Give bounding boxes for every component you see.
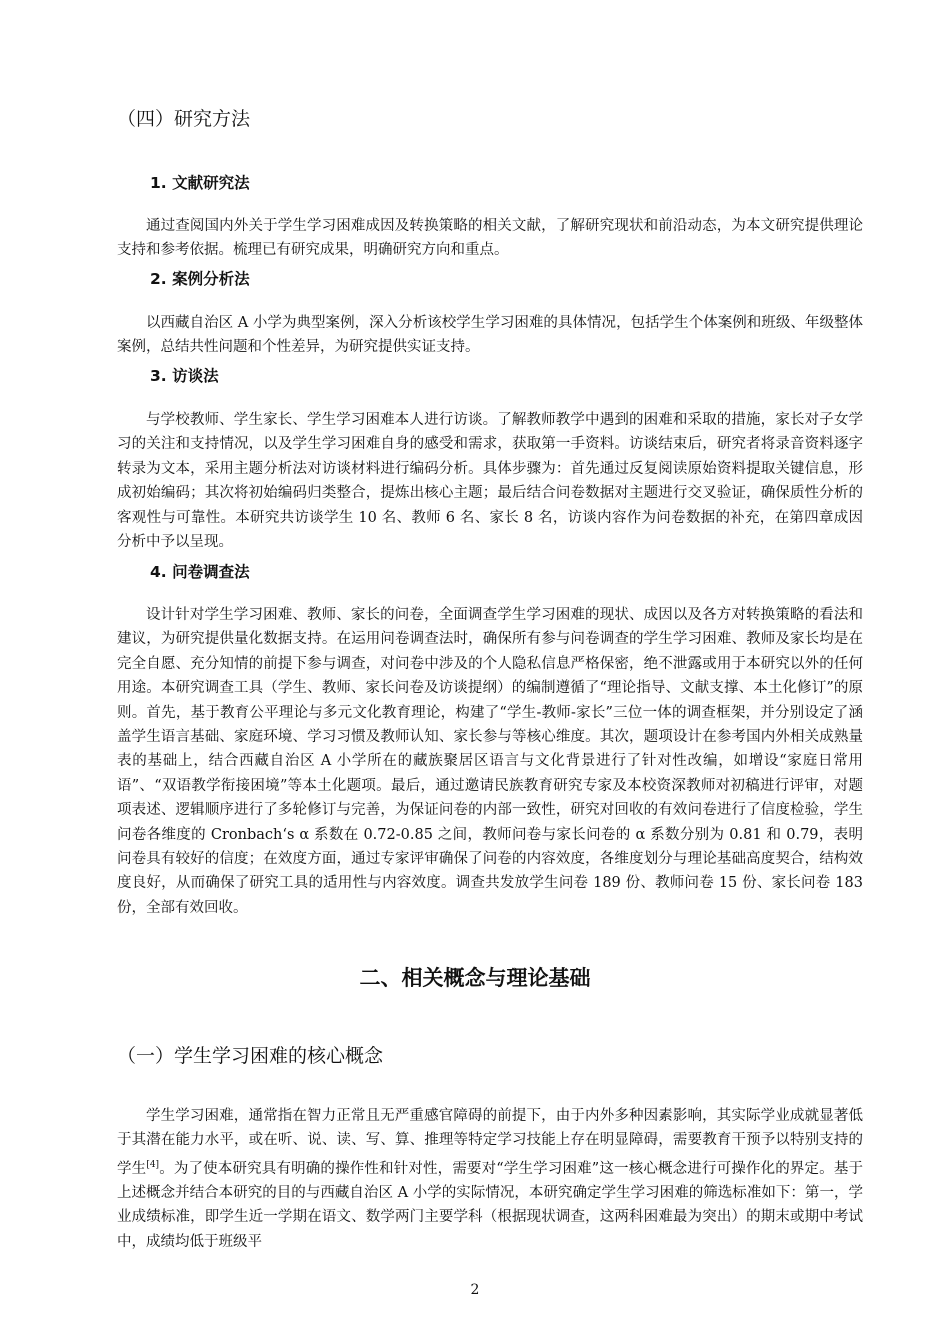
page-number: 2: [470, 1282, 480, 1298]
chapter-2-title: 二、相关概念与理论基础: [359, 966, 591, 990]
method-4-heading: 4. 问卷调查法: [150, 563, 250, 581]
paragraph-text-a: 学生学习困难，通常指在智力正常且无严重感官障碍的前提下，由于内外多种因素影响，其实际学业成就显著低于其潜在能力水平，或在听、说、读、写、算、推理等特定学习技能上存在明显障碍，需要教育干预予以特别支持的学生: [117, 1108, 863, 1177]
method-2-paragraph: 以西藏自治区 A 小学为典型案例，深入分析该校学生学习困难的具体情况，包括学生个体案例和班级、年级整体案例，总结共性问题和个性差异，为研究提供实证支持。: [117, 315, 863, 356]
method-3-paragraph: 与学校教师、学生家长、学生学习困难本人进行访谈。了解教师教学中遇到的困难和采取的措施，家长对子女学习的关注和支持情况，以及学生学习困难自身的感受和需求，获取第一手资料。访谈结束后，研究者将录音资料逐字转录为文本，采用主题分析法对访谈材料进行编码分析。具体步骤为：首先通过反复阅读原始资料提取关键信息，形成初始编码；其次将初始编码归类整合，提炼出核心主题；最后结合问卷数据对主题进行交叉验证，确保质性分析的客观性与可靠性。本研究共访谈学生 10 名、教师 6 名、家长 8 名，访谈内容作为问卷数据的补充，在第四章成因分析中予以呈现。: [117, 412, 863, 551]
method-1-heading: 1. 文献研究法: [150, 174, 250, 192]
method-1-paragraph: 通过查阅国内外关于学生学习困难成因及转换策略的相关文献，了解研究现状和前沿动态，为本文研究提供理论支持和参考依据。梳理已有研究成果，明确研究方向和重点。: [117, 218, 863, 259]
citation-marker: [4]: [146, 1159, 160, 1170]
subsection-1-paragraph: [117, 1104, 863, 1254]
paragraph-text-b: 。为了使本研究具有明确的操作性和针对性，需要对“学生学习困难”这一核心概念进行可操作化的界定。基于上述概念并结合本研究的目的与西藏自治区 A 小学的实际情况，本研究确定学生学习困难的筛选标准如下：第一，学业成绩标准，即学生近一学期在语文、数学两门主要学科（根据现状调查，这两科困难最为突出）的期末或期中考试中，成绩均低于班级平: [117, 1160, 863, 1250]
subsection-1-title: （一）学生学习困难的核心概念: [117, 1045, 384, 1067]
method-2-heading: 2. 案例分析法: [150, 270, 250, 288]
method-3-heading: 3. 访谈法: [150, 367, 219, 385]
method-4-paragraph: 设计针对学生学习困难、教师、家长的问卷，全面调查学生学习困难的现状、成因以及各方对转换策略的看法和建议，为研究提供量化数据支持。在运用问卷调查法时，确保所有参与问卷调查的学生学习困难、教师及家长均是在完全自愿、充分知情的前提下参与调查，对问卷中涉及的个人隐私信息严格保密，绝不泄露或用于本研究以外的任何用途。本研究调查工具（学生、教师、家长问卷及访谈提纲）的编制遵循了“理论指导、文献支撑、本土化修订”的原则。首先，基于教育公平理论与多元文化教育理论，构建了“学生-教师-家长”三位一体的调查框架，并分别设定了涵盖学生语言基础、家庭环境、学习习惯及教师认知、家长参与等核心维度。其次，题项设计在参考国内外相关成熟量表的基础上，结合西藏自治区 A 小学所在的藏族聚居区语言与文化背景进行了针对性改编，如增设“家庭日常用语”、“双语教学衔接困境”等本土化题项。最后，通过邀请民族教育研究专家及本校资深教师对初稿进行评审，对题项表述、逻辑顺序进行了多轮修订与完善，为保证问卷的内部一致性，研究对回收的有效问卷进行了信度检验，学生问卷各维度的 Cronbach‘s α 系数在 0.72-0.85 之间，教师问卷与家长问卷的 α 系数分别为 0.81 和 0.79，表明问卷具有较好的信度；在效度方面，通过专家评审确保了问卷的内容效度，各维度划分与理论基础高度契合，结构效度良好，从而确保了研究工具的适用性与内容效度。调查共发放学生问卷 189 份、教师问卷 15 份、家长问卷 183 份，全部有效回收。: [117, 607, 863, 916]
section-title-research-methods: （四）研究方法: [117, 108, 251, 130]
